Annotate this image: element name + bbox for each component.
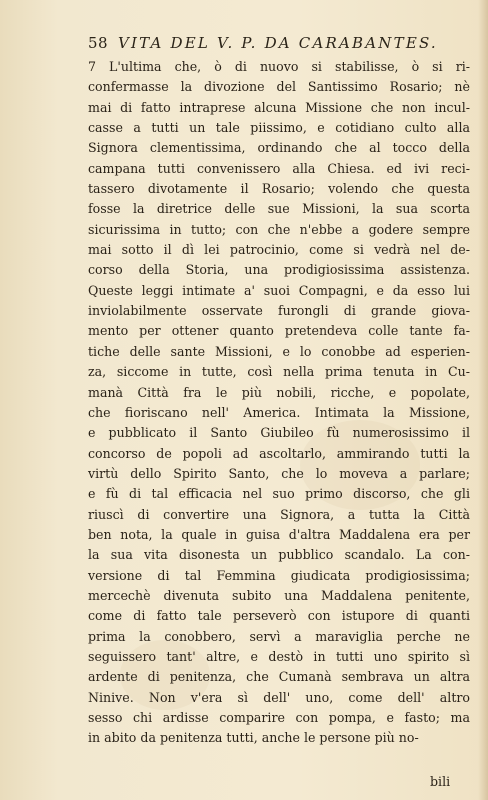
text-line: come di fatto tale perseverò con istupore di quanti: [88, 608, 470, 624]
text-line: ben nota, la quale in guisa d'altra Maddalena era per: [88, 526, 470, 542]
text-line: campana tutti convenissero alla Chiesa. ed ivi reci-: [88, 160, 470, 176]
text-line: riuscì di convertire una Signora, a tutta la Città: [88, 506, 470, 522]
text-line: confermasse la divozione del Santissimo Rosario; nè: [88, 79, 470, 95]
text-line: che fioriscano nell' America. Intimata la Missione,: [88, 404, 470, 420]
text-line: concorso de popoli ad ascoltarlo, ammirando tutti la: [88, 445, 470, 461]
text-line: inviolabilmente osservate furongli di grande giova-: [88, 303, 470, 319]
text-line: corso della Storia, una prodigiosissima assistenza.: [88, 262, 470, 278]
text-line: seguissero tant' altre, e destò in tutti uno spirito sì: [88, 648, 470, 664]
text-line: mai sotto il dì lei patrocinio, come si vedrà nel de-: [88, 242, 470, 258]
page-number: 58: [88, 34, 109, 52]
text-line: Queste leggi intimate a' suoi Compagni, e da esso lui: [88, 282, 470, 298]
text-line: virtù dello Spirito Santo, che lo moveva a parlare;: [88, 465, 470, 481]
text-line: la sua vita disonesta un pubblico scandalo. La con-: [88, 547, 470, 563]
text-line: e pubblicato il Santo Giubileo fù numerosissimo il: [88, 425, 470, 441]
text-line: prima la conobbero, servì a maraviglia perche ne: [88, 628, 470, 644]
text-line: mai di fatto intraprese alcuna Missione che non incul-: [88, 99, 470, 115]
page-header: [88, 34, 468, 56]
text-line: za, siccome in tutte, così nella prima tenuta in Cu-: [88, 364, 470, 380]
text-line: ardente di penitenza, che Cumanà sembrava un altra: [88, 669, 470, 685]
text-line: in abito da penitenza tutti, anche le persone più no-: [88, 730, 419, 746]
text-line: tiche delle sante Missioni, e lo conobbe ad esperien-: [88, 343, 470, 359]
running-title: VITA DEL V. P. DA CARABANTES.: [118, 34, 438, 52]
text-line: Ninive. Non v'era sì dell' uno, come dell' altro: [88, 689, 470, 705]
body-text: [88, 57, 470, 749]
text-line: e fù di tal efficacia nel suo primo discorso, che gli: [88, 486, 470, 502]
text-line: mercechè divenuta subito una Maddalena penitente,: [88, 587, 470, 603]
text-line: Signora clementissima, ordinando che al tocco della: [88, 140, 470, 156]
text-line: mento per ottener quanto pretendeva colle tante fa-: [88, 323, 470, 339]
text-line: tassero divotamente il Rosario; volendo che questa: [88, 181, 470, 197]
text-line: manà Città fra le più nobili, ricche, e popolate,: [88, 384, 470, 400]
text-line: casse a tutti un tale piissimo, e cotidiano culto alla: [88, 120, 470, 136]
text-line: 7 L'ultima che, ò di nuovo si stabilisse, ò si ri-: [88, 59, 470, 74]
text-line: sesso chi ardisse comparire con pompa, e fasto; ma: [88, 710, 470, 725]
catchword: bili: [430, 774, 451, 789]
text-line: sicurissima in tutto; con che n'ebbe a godere sempre: [88, 221, 470, 237]
page-edge-shadow: [478, 0, 488, 800]
text-line: versione di tal Femmina giudicata prodigiosissima;: [88, 567, 470, 583]
text-line: fosse la diretrice delle sue Missioni, la sua scorta: [88, 201, 470, 217]
